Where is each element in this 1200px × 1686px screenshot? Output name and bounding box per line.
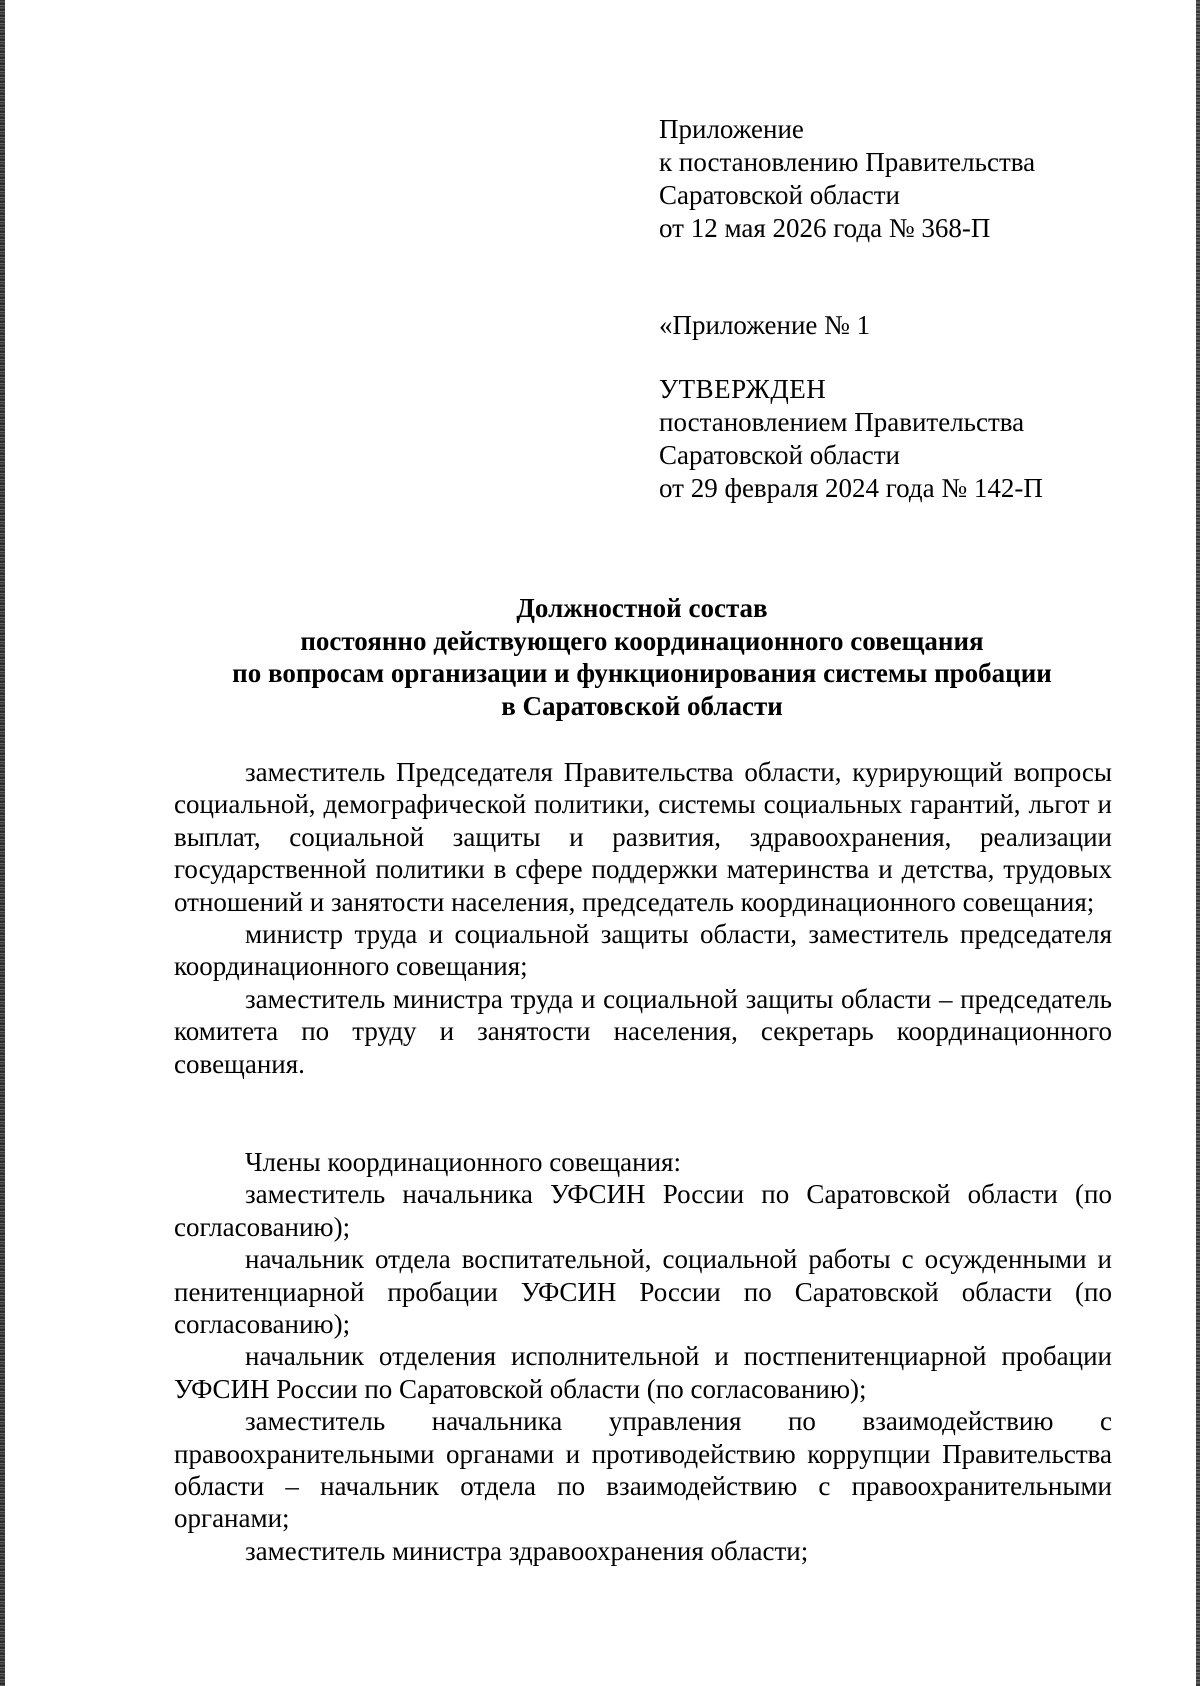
document-title-line: постоянно действующего координационного совещания — [300, 625, 984, 656]
approved-appendix-label: «Приложение № 1 — [659, 310, 871, 340]
leadership-paragraph: заместитель министра труда и социальной защиты области – председатель комитета по труду и занятости населения, секретарь координационного совещания. — [174, 983, 1112, 1079]
approval-stamp — [659, 373, 1043, 505]
appendix-line: Саратовской области — [659, 180, 900, 210]
member-item: заместитель министра здравоохранения области; — [245, 1535, 809, 1566]
member-item: начальник отдела воспитательной, социальной работы с осужденными и пенитенциарной пробации УФСИН России по Саратовской области (по согласованию); — [174, 1244, 1112, 1340]
members-heading: Члены координационного совещания: — [245, 1147, 681, 1177]
scan-left-edge — [0, 0, 5, 1686]
leadership-section — [174, 756, 1112, 1080]
approved-line: от 29 февраля 2024 года № 142-П — [659, 473, 1043, 503]
appendix-line: к постановлению Правительства — [659, 147, 1036, 177]
members-section — [174, 1146, 1112, 1567]
appendix-line: Приложение — [659, 114, 804, 144]
approved-appendix-label-block — [659, 309, 870, 342]
approved-title: УТВЕРЖДЕН — [659, 374, 827, 404]
leadership-paragraph: министр труда и социальной защиты области, заместитель председателя координационного совещания; — [174, 919, 1112, 982]
document-title-line: в Саратовской области — [501, 690, 783, 721]
appendix-line: от 12 мая 2026 года № 368-П — [659, 213, 991, 243]
member-item: начальник отделения исполнительной и постпенитенциарной пробации УФСИН России по Саратовской области (по согласованию); — [174, 1341, 1112, 1404]
approved-line: постановлением Правительства — [659, 407, 1025, 437]
leadership-paragraph: заместитель Председателя Правительства области, курирующий вопросы социальной, демографической политики, системы социальных гарантий, льгот и выплат, социальной защиты и развития, здравоохранения, реализации государственной политики в сфере поддержки материнства и детства, трудовых отношений и занятости населения, председатель координационного совещания; — [174, 757, 1112, 917]
scan-right-edge — [1196, 0, 1200, 1686]
member-item: заместитель начальника УФСИН России по Саратовской области (по согласованию); — [174, 1179, 1112, 1242]
document-title-line: Должностной состав — [516, 593, 768, 623]
member-item: заместитель начальника управления по взаимодействию с правоохранительными органами и противодействию коррупции Правительства области – начальник отдела по взаимодействию с правоохранительными органами; — [174, 1406, 1112, 1534]
approved-line: Саратовской области — [659, 440, 900, 470]
document-title-line: по вопросам организации и функционирования системы пробации — [232, 658, 1052, 688]
appendix-reference — [659, 113, 1035, 245]
document-title — [172, 592, 1112, 722]
